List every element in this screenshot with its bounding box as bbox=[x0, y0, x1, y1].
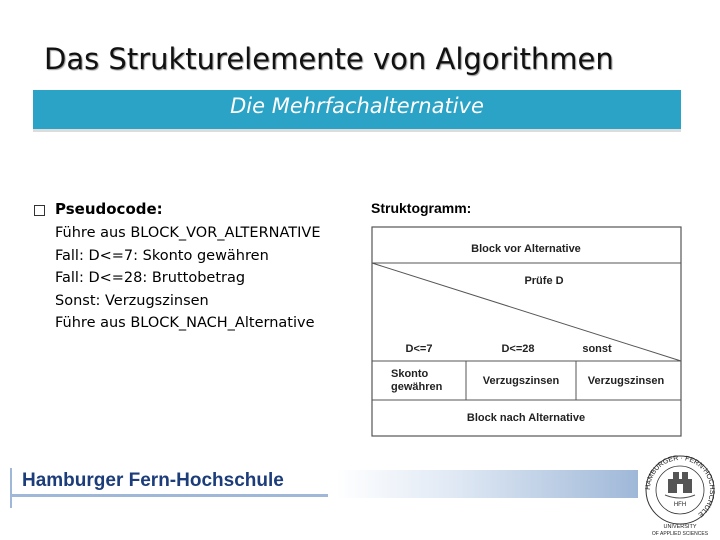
struktogramm-diagram bbox=[371, 226, 683, 438]
slide-title: Das Strukturelemente von Algorithmen bbox=[44, 42, 614, 76]
pseudocode-heading: Pseudocode: bbox=[55, 200, 163, 218]
pseudocode-line: Sonst: Verzugszinsen bbox=[55, 292, 209, 309]
pseudocode-line: Führe aus BLOCK_VOR_ALTERNATIVE bbox=[55, 225, 321, 241]
action-label: gewähren bbox=[391, 381, 443, 393]
school-logo-text: Hamburger Fern-Hochschule bbox=[22, 470, 284, 491]
action-label: Verzugszinsen bbox=[482, 375, 560, 387]
pseudocode-line: Fall: D<=7: Skonto gewähren bbox=[55, 247, 269, 264]
slide-subtitle: Die Mehrfachalternative bbox=[230, 94, 484, 118]
struktogramm-heading: Struktogramm: bbox=[371, 200, 472, 216]
pseudocode-line: Führe aus BLOCK_NACH_Alternative bbox=[55, 315, 315, 331]
footer-gradient-bar bbox=[336, 470, 638, 498]
footer-accent bbox=[10, 494, 328, 497]
pseudocode-block bbox=[55, 222, 321, 335]
struktogramm-frame bbox=[372, 227, 681, 436]
block-after-label: Block nach Alternative bbox=[466, 412, 586, 424]
condition-label: Prüfe D bbox=[524, 275, 564, 287]
svg-text:HAMBURGER · FERN-HOCHSCHULE: HAMBURGER · FERN-HOCHSCHULE bbox=[644, 454, 716, 519]
subtitle-bar bbox=[33, 90, 681, 132]
svg-text:HFH: HFH bbox=[673, 502, 687, 508]
footer-accent bbox=[10, 468, 12, 508]
block-before-label: Block vor Alternative bbox=[471, 243, 581, 255]
university-seal-logo bbox=[641, 450, 719, 536]
case-label: D<=7 bbox=[405, 343, 433, 355]
case-label: D<=28 bbox=[501, 343, 535, 355]
svg-text:UNIVERSITY: UNIVERSITY bbox=[663, 524, 697, 530]
action-label: Verzugszinsen bbox=[587, 375, 665, 387]
case-label: sonst bbox=[582, 343, 612, 355]
bullet-icon bbox=[34, 205, 45, 216]
pseudocode-line: Fall: D<=28: Bruttobetrag bbox=[55, 270, 246, 286]
action-label: Skonto bbox=[391, 368, 429, 380]
svg-text:OF APPLIED SCIENCES: OF APPLIED SCIENCES bbox=[651, 531, 709, 536]
